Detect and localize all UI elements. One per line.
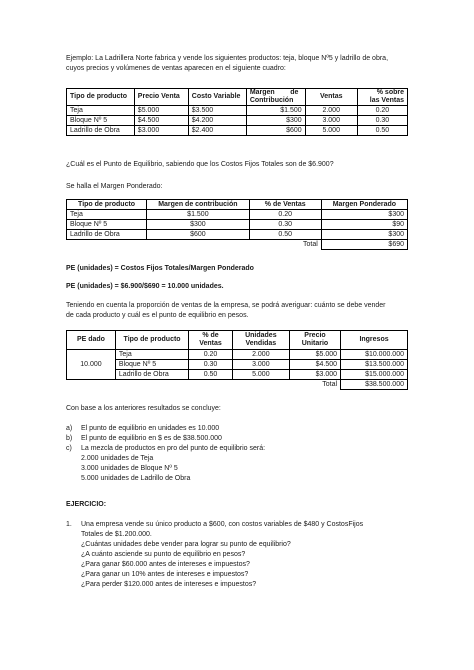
empty-cell [67, 240, 147, 250]
table-cell: 0.30 [189, 360, 233, 370]
table-cell: $1.500 [147, 210, 249, 220]
col-header-line: Unidades [245, 332, 277, 339]
conclusion-list [66, 424, 265, 484]
col-header-line: Vendidas [245, 340, 277, 347]
table-cell: Teja [67, 210, 147, 220]
table-cell: Teja [115, 350, 188, 360]
list-marker: 1. [66, 521, 72, 528]
table-row [67, 230, 408, 240]
exercise-title: EJERCICIO: [66, 501, 107, 508]
list-item-text: El punto de equilibrio en unidades es 10.000 [81, 425, 220, 432]
empty-cell [115, 380, 188, 390]
table-cell: Teja [67, 106, 135, 116]
list-item [66, 434, 265, 444]
table-header-row [67, 89, 408, 106]
table-row [67, 116, 408, 126]
col-header: Tipo de producto [67, 89, 135, 106]
table-cell: 0.20 [249, 210, 321, 220]
table-cell: $5.000 [134, 106, 188, 116]
total-value: $38.500.000 [341, 380, 408, 390]
table-cell: 0.50 [189, 370, 233, 380]
col-header: % de Ventas [249, 200, 321, 210]
list-marker: c) [66, 445, 72, 452]
table-cell: 5.000 [305, 126, 357, 136]
col-header: Tipo de producto [115, 331, 188, 350]
list-item-text: Totales de $1.200.000. [81, 531, 152, 538]
table-cell: 0.30 [249, 220, 321, 230]
equilibrium-table [66, 330, 408, 390]
pe-value-cell: 10.000 [67, 350, 116, 380]
col-header-line: Contribución [249, 97, 294, 104]
exercise-question: ¿Cuántas unidades debe vender para lograr su punto de equilibrio? [81, 541, 291, 548]
col-header [189, 331, 233, 350]
formula-line: PE (unidades) = Costos Fijos Totales/Margen Ponderado [66, 265, 254, 272]
intro-line: Ejemplo: La Ladrillera Norte fabrica y vende los siguientes productos: teja, bloque Nº5 y ladrillo de obra, [66, 55, 389, 62]
table-cell: $600 [246, 126, 305, 136]
list-marker: b) [66, 435, 73, 442]
table-cell: Ladrillo de Obra [115, 370, 188, 380]
table-row [67, 210, 408, 220]
table-cell: 5.000 [232, 370, 289, 380]
table-cell: $2.400 [188, 126, 246, 136]
col-header: PE dado [67, 331, 116, 350]
col-header-line: Unitario [301, 340, 329, 347]
table-cell: $300 [321, 210, 407, 220]
mix-item: 2.000 unidades de Teja [81, 455, 154, 462]
table-cell: 2.000 [232, 350, 289, 360]
table-cell: $90 [321, 220, 407, 230]
table-cell: 3.000 [232, 360, 289, 370]
table-cell: Ladrillo de Obra [67, 230, 147, 240]
empty-cell [189, 380, 233, 390]
table-cell: $600 [147, 230, 249, 240]
col-header-line: las Ventas [369, 97, 404, 104]
col-header-line: Margen de [249, 89, 299, 96]
list-item [66, 444, 265, 454]
table-cell: $4.500 [289, 360, 340, 370]
table-cell: 0.30 [357, 116, 407, 126]
col-header [357, 89, 407, 106]
table-row [67, 106, 408, 116]
list-item-text: La mezcla de productos en pro del punto de equilibrio será: [81, 445, 266, 452]
question-text: ¿Cuál es el Punto de Equilibrio, sabiendo que los Costos Fijos Totales son de $6.900? [66, 161, 334, 168]
margen-intro: Se halla el Margen Ponderado: [66, 183, 163, 190]
table-cell: 2.000 [305, 106, 357, 116]
exercise-list [66, 520, 363, 590]
col-header-line: Ventas [199, 340, 222, 347]
col-header-line: Precio [304, 332, 326, 339]
exercise-question: ¿Para ganar un 10% antes de intereses e impuestos? [81, 571, 249, 578]
intro-paragraph [66, 54, 388, 74]
list-item [66, 424, 265, 434]
table-cell: $15.000.000 [341, 370, 408, 380]
col-header-line: % sobre [376, 89, 404, 96]
table-cell: $3.000 [289, 370, 340, 380]
table-cell: $3.000 [134, 126, 188, 136]
paragraph-line: Teniendo en cuenta la proporción de ventas de la empresa, se podrá averiguar: cuánto se debe vender [66, 302, 386, 309]
table-cell: 0.50 [249, 230, 321, 240]
col-header: Tipo de producto [67, 200, 147, 210]
table-header-row [67, 331, 408, 350]
paragraph-line: de cada producto y cuál es el punto de equilibrio en pesos. [66, 312, 249, 319]
total-label: Total [322, 380, 338, 388]
table-cell: 0.20 [357, 106, 407, 116]
intro-line: cuyos precios y volúmenes de ventas aparecen en el siguiente cuadro: [66, 65, 286, 72]
table-cell: 0.50 [357, 126, 407, 136]
table-cell: 3.000 [305, 116, 357, 126]
empty-cell [147, 240, 249, 250]
table-cell: $4.200 [188, 116, 246, 126]
total-value: $690 [321, 240, 407, 250]
list-marker: a) [66, 425, 73, 432]
table-cell: $1.500 [246, 106, 305, 116]
table-cell: $300 [246, 116, 305, 126]
col-header [232, 331, 289, 350]
proportion-paragraph [66, 301, 386, 321]
table-row [67, 220, 408, 230]
table-cell: $300 [147, 220, 249, 230]
table-cell: 0.20 [189, 350, 233, 360]
mix-item: 5.000 unidades de Ladrillo de Obra [81, 475, 191, 482]
conclusion-intro: Con base a los anteriores resultados se concluye: [66, 405, 221, 412]
list-item-text: El punto de equilibrio en $ es de $38.500.000 [81, 435, 222, 442]
col-header: Costo Variable [188, 89, 246, 106]
mix-item: 3.000 unidades de Bloque Nº 5 [81, 465, 178, 472]
exercise-question: ¿Para ganar $60.000 antes de intereses e impuestos? [81, 561, 250, 568]
margin-table [66, 199, 408, 250]
products-table [66, 88, 408, 136]
col-header: Margen Ponderado [321, 200, 407, 210]
formula-line: PE (unidades) = $6.900/$690 = 10.000 unidades. [66, 283, 224, 290]
table-cell: $4.500 [134, 116, 188, 126]
table-header-row [67, 200, 408, 210]
table-total-row [67, 380, 408, 390]
exercise-question: ¿A cuánto asciende su punto de equilibrio en pesos? [81, 551, 246, 558]
col-header: Margen de contribución [147, 200, 249, 210]
table-cell: $10.000.000 [341, 350, 408, 360]
table-cell: Bloque Nº 5 [115, 360, 188, 370]
col-header: Ventas [305, 89, 357, 106]
empty-cell [232, 380, 289, 390]
exercise-question: ¿Para perder $120.000 antes de intereses e impuestos? [81, 581, 257, 588]
table-row [67, 360, 408, 370]
table-cell: Bloque Nº 5 [67, 116, 135, 126]
table-cell: $5.000 [289, 350, 340, 360]
table-cell: Ladrillo de Obra [67, 126, 135, 136]
empty-cell [67, 380, 116, 390]
table-row [67, 370, 408, 380]
list-item-text: Una empresa vende su único producto a $600, con costos variables de $480 y CostosFijos [81, 521, 364, 528]
col-header [289, 331, 340, 350]
list-item [66, 520, 363, 530]
table-cell: $300 [321, 230, 407, 240]
col-header: Ingresos [341, 331, 408, 350]
total-label: Total [303, 240, 318, 248]
col-header [246, 89, 305, 106]
table-cell: Bloque Nº 5 [67, 220, 147, 230]
table-row [67, 350, 408, 360]
table-row [67, 126, 408, 136]
col-header-line: % de [202, 332, 219, 339]
col-header: Precio Venta [134, 89, 188, 106]
table-total-row [67, 240, 408, 250]
table-cell: $3.500 [188, 106, 246, 116]
table-cell: $13.500.000 [341, 360, 408, 370]
